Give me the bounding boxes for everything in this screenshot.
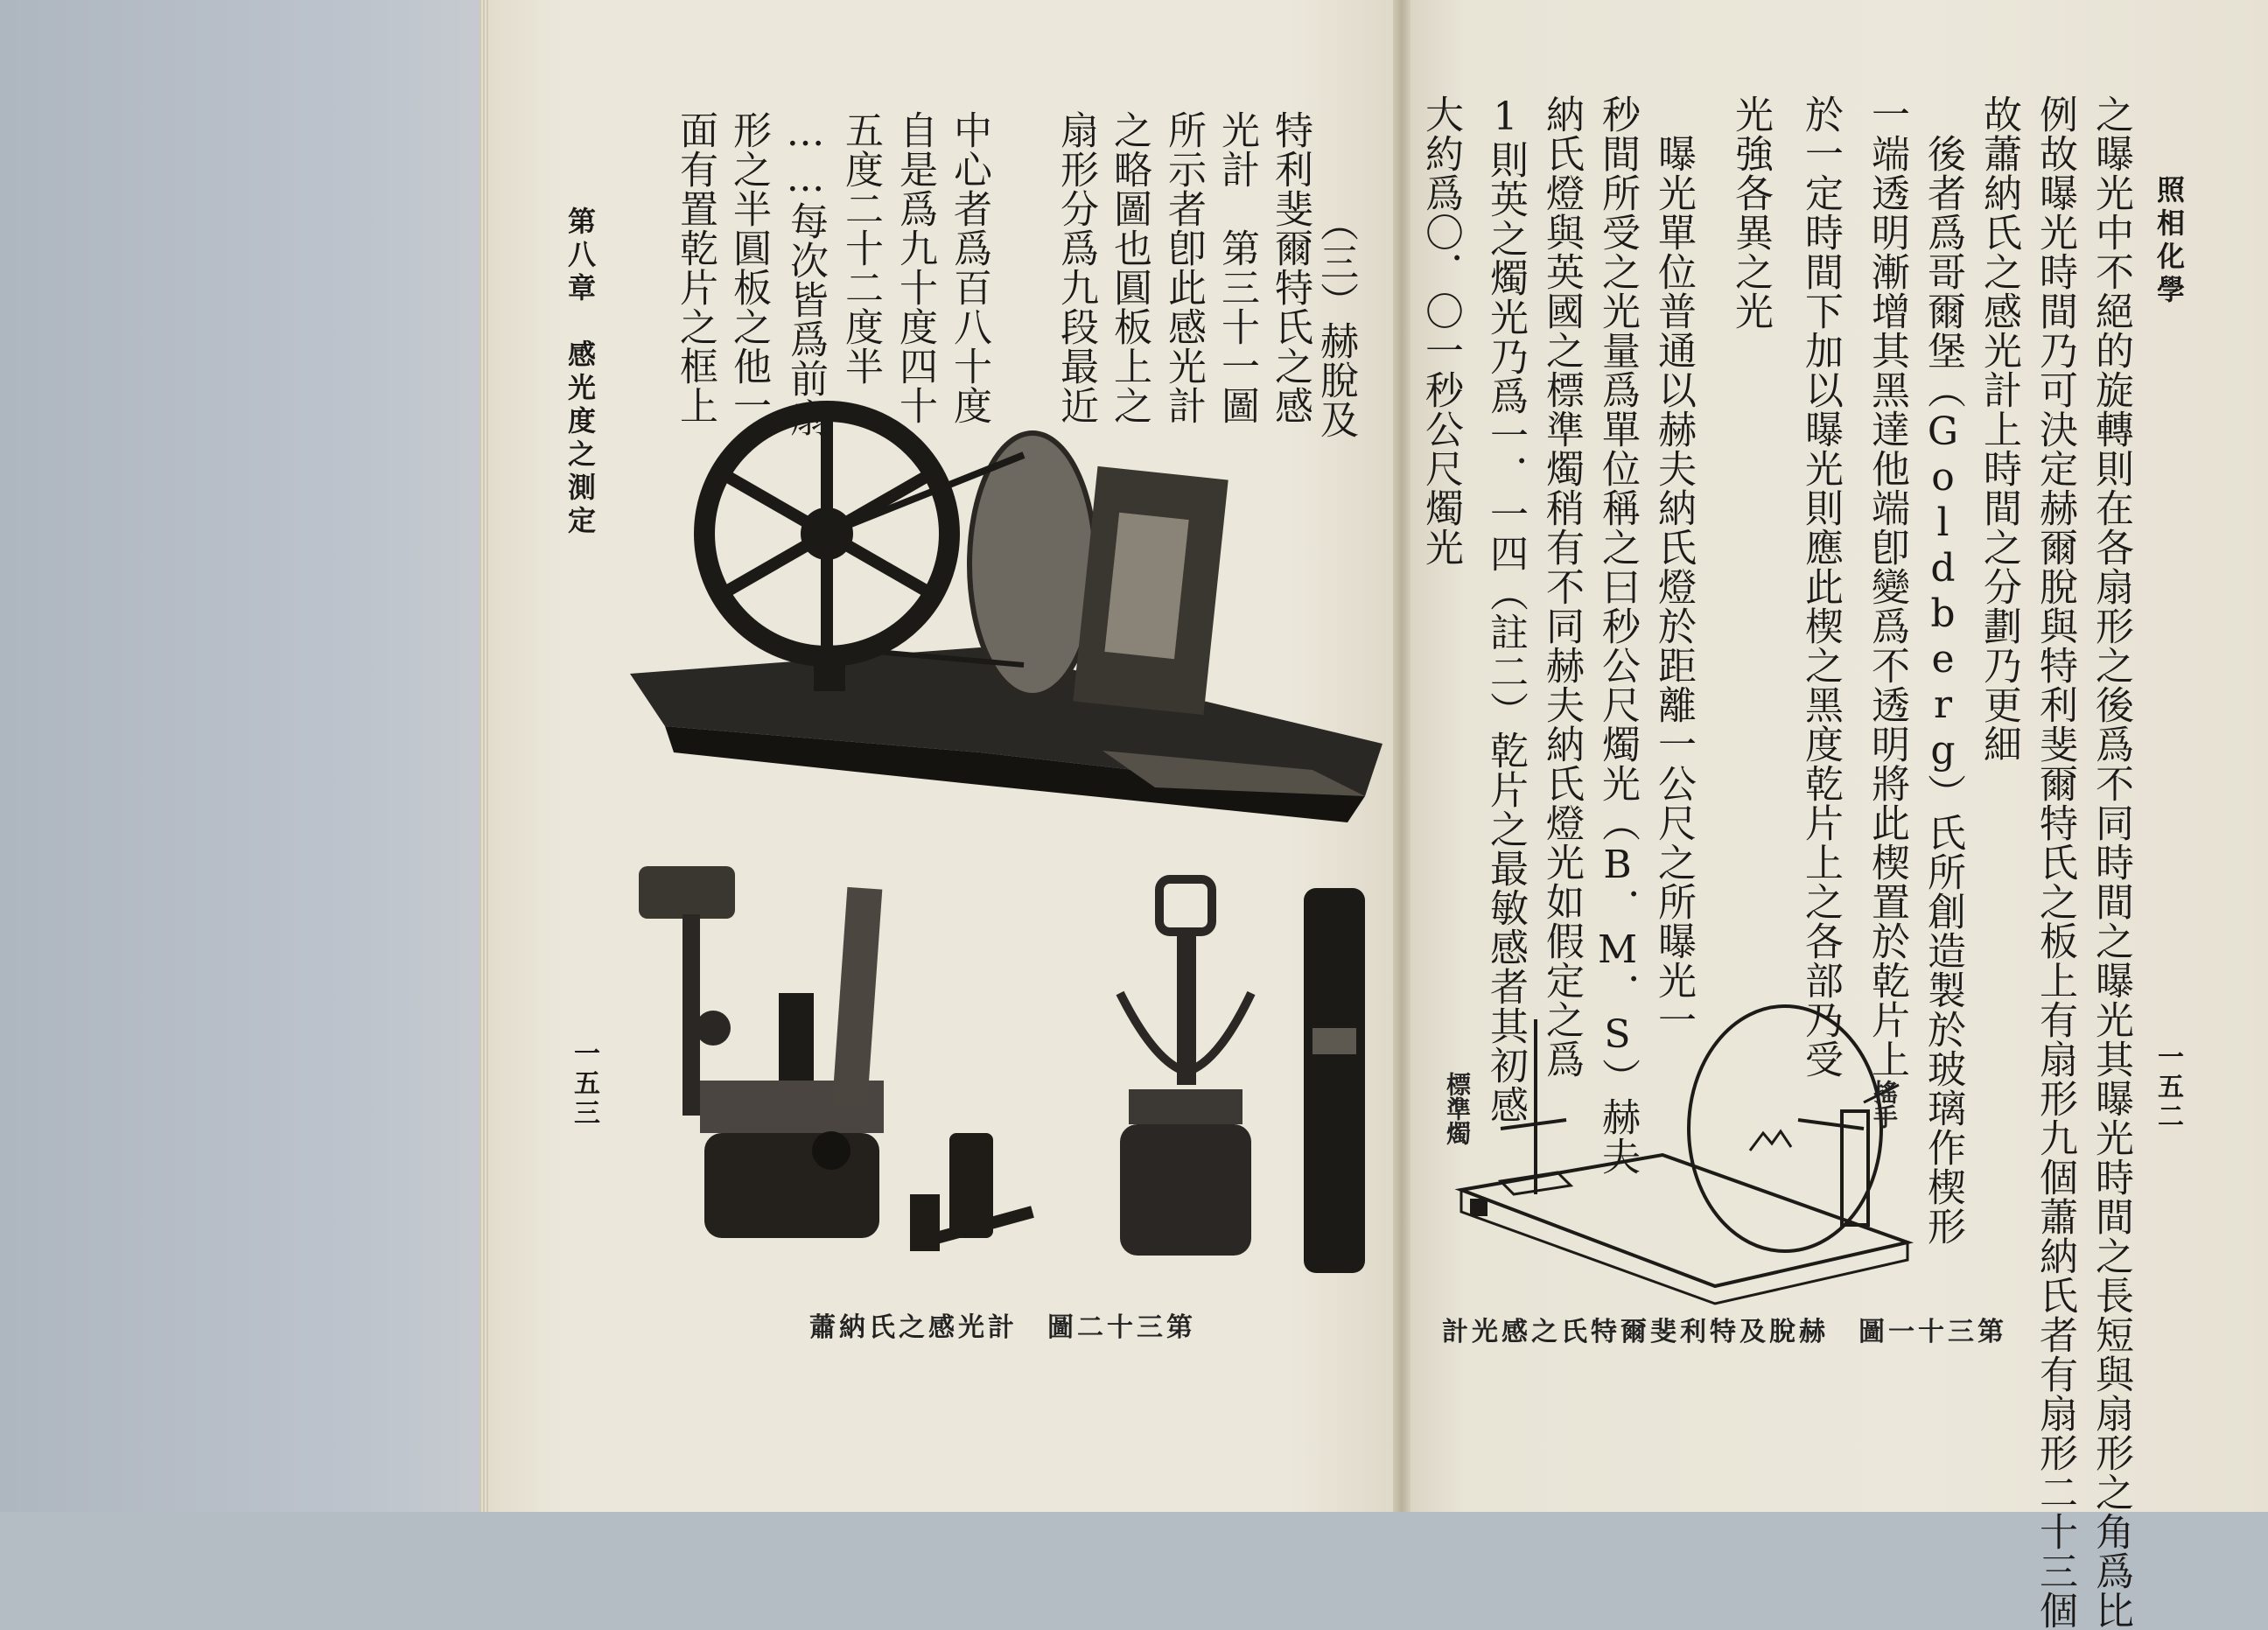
left-col-10: ……每次皆爲前扇: [783, 110, 828, 437]
left-col-4: 所示者卽此感光計: [1161, 110, 1206, 425]
left-col-2: 特利斐爾特氏之感: [1268, 110, 1312, 425]
left-folio: 一五三: [569, 1039, 599, 1129]
book-gutter: [1393, 0, 1410, 1512]
right-col-2: 例故曝光時間乃可決定赫爾脫與特利斐爾特氏之板上有扇形九個蕭納氏者有扇形二十三個: [2033, 94, 2077, 1630]
left-col-8: 自是爲九十度四十: [892, 110, 937, 425]
hefner-lamp-illustration: [630, 853, 1382, 1299]
right-col-5: 一端透明漸增其黑達他端卽變爲不透明將此楔置於乾片上: [1865, 94, 1909, 1079]
right-col-9: 秒間所受之光量爲單位稱之曰秒公尺燭光（B．M．S）赫夫: [1595, 94, 1640, 1176]
backdrop: [0, 0, 490, 1512]
right-col-8: 曝光單位普通以赫夫納氏燈於距離一公尺之所曝光一: [1651, 94, 1696, 1039]
right-col-10: 納氏燈與英國之標準燭稍有不同赫夫納氏燈光如假定之爲: [1539, 94, 1584, 1079]
left-col-6: 扇形分爲九段最近: [1054, 110, 1098, 425]
right-col-7: 光強各異之光: [1728, 94, 1773, 331]
right-folio: 一五二: [2152, 1043, 2183, 1132]
right-figure-caption: 計光感之氏特爾斐利特及脫赫 圖一十三第: [1442, 1317, 2007, 1347]
right-col-11: 1則英之燭光乃爲一．一四（註二）乾片之最敏感者其初感: [1483, 94, 1528, 1124]
left-figure-caption: 蕭納氏之感光計 圖二十三第: [809, 1312, 1196, 1343]
right-col-12: 大約爲〇．〇一秒公尺燭光: [1418, 94, 1463, 567]
left-col-9: 五度二十二度半: [838, 110, 883, 386]
right-col-3: 故蕭納氏之感光計上時間之分劃乃更細: [1977, 94, 2021, 764]
shutter-machine-illustration: [612, 385, 1382, 840]
right-col-4: 後者爲哥爾堡（Goldberg）氏所創造製於玻璃作楔形: [1921, 94, 1965, 1246]
left-running-head: 第八章 感光度之測定: [564, 206, 597, 539]
sector-wheel-diagram: [1452, 997, 1942, 1295]
left-col-12: 面有置乾片之框上: [673, 110, 718, 425]
left-col-5: 之略圖也圓板上之: [1107, 110, 1152, 425]
handle-label: 搖手: [1870, 1080, 1899, 1129]
right-running-head: 照相化學: [2152, 175, 2186, 308]
left-col-1: （三）赫脫及: [1313, 203, 1358, 439]
right-col-1: 之曝光中不絕的旋轉則在各扇形之後爲不同時間之曝光其曝光時間之長短與扇形之角爲比: [2089, 94, 2133, 1630]
left-col-11: 形之半圓板之他一: [726, 110, 771, 425]
left-col-7: 中心者爲百八十度: [947, 110, 991, 425]
candle-label: 標準燭: [1443, 1072, 1472, 1145]
left-col-3: 光計 第三十一圖: [1214, 110, 1259, 425]
right-col-6: 於一定時間下加以曝光則應此楔之黑度乾片上之各部乃受: [1798, 94, 1843, 1079]
